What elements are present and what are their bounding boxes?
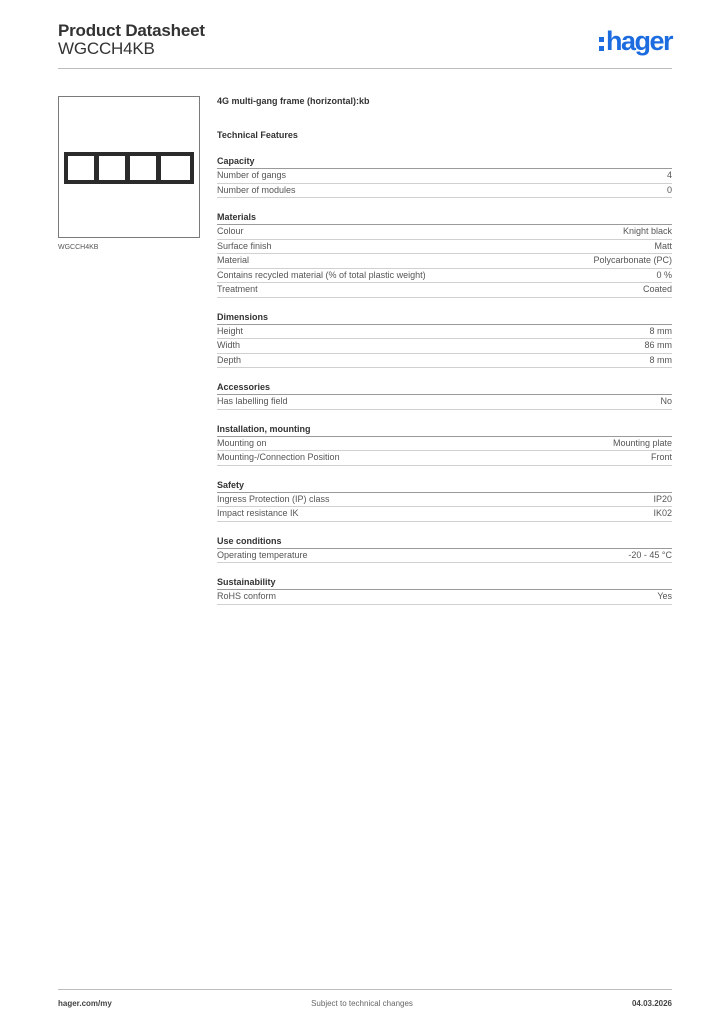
footer-date: 04.03.2026: [631, 999, 672, 1008]
4-gang-frame-icon: [59, 97, 199, 237]
spec-value: Matt: [654, 240, 672, 251]
spec-value: 0: [666, 184, 672, 195]
spec-section: [217, 211, 672, 298]
footer-website: hager.com/my: [58, 999, 112, 1008]
spec-row: [217, 283, 672, 298]
spec-section: [217, 535, 672, 564]
spec-value: No: [660, 396, 672, 406]
spec-label: Treatment: [217, 284, 258, 294]
spec-label: Height: [217, 325, 244, 336]
spec-sections: [217, 155, 672, 605]
header-divider: [58, 68, 672, 69]
spec-row: [217, 254, 672, 269]
spec-section: [217, 311, 672, 369]
spec-label: Ingress Protection (IP) class: [217, 493, 330, 504]
spec-value: 0 %: [656, 269, 672, 280]
spec-section: [217, 155, 672, 198]
product-name: 4G multi-gang frame (horizontal):kb: [217, 96, 370, 106]
spec-row: [217, 240, 672, 255]
section-title: Accessories: [217, 381, 672, 395]
spec-label: Number of modules: [217, 184, 296, 195]
section-title: Installation, mounting: [217, 423, 672, 437]
page-title: Product Datasheet: [58, 21, 205, 40]
spec-value: IP20: [653, 493, 672, 504]
spec-row: [217, 184, 672, 199]
product-code: WGCCH4KB: [58, 39, 155, 58]
section-title: Capacity: [217, 155, 672, 169]
spec-label: Mounting-/Connection Position: [217, 452, 340, 462]
spec-row: [217, 225, 672, 240]
section-title: Dimensions: [217, 311, 672, 325]
spec-row: [217, 325, 672, 340]
spec-row: [217, 269, 672, 284]
spec-section: [217, 576, 672, 605]
spec-row: [217, 549, 672, 564]
spec-section: [217, 423, 672, 466]
spec-value: 86 mm: [644, 340, 672, 350]
technical-features-title: Technical Features: [217, 130, 298, 140]
spec-label: Surface finish: [217, 240, 272, 251]
spec-label: Colour: [217, 226, 244, 236]
footer-notice: Subject to technical changes: [311, 999, 413, 1008]
spec-section: [217, 381, 672, 410]
image-caption: WGCCH4KB: [58, 244, 99, 251]
spec-row: [217, 451, 672, 466]
spec-value: IK02: [653, 508, 672, 518]
section-title: Safety: [217, 479, 672, 493]
product-image: [58, 96, 200, 238]
spec-row: [217, 169, 672, 184]
spec-label: Has labelling field: [217, 396, 288, 406]
spec-value: 8 mm: [649, 354, 672, 365]
spec-value: 4: [666, 170, 672, 180]
spec-label: Number of gangs: [217, 170, 287, 180]
hager-logo: [599, 28, 672, 55]
spec-value: Mounting plate: [612, 437, 672, 448]
spec-row: [217, 590, 672, 605]
spec-label: Material: [217, 255, 250, 265]
spec-row: [217, 507, 672, 522]
spec-value: Knight black: [622, 226, 672, 236]
spec-value: Front: [650, 452, 672, 462]
spec-label: Contains recycled material (% of total plastic weight): [217, 269, 426, 280]
spec-label: Width: [217, 340, 241, 350]
footer-divider: [58, 989, 672, 990]
spec-section: [217, 479, 672, 522]
spec-row: [217, 354, 672, 369]
logo-text: hager: [605, 26, 672, 56]
spec-label: Depth: [217, 354, 242, 365]
logo-dots-icon: [599, 37, 604, 51]
spec-row: [217, 493, 672, 508]
spec-label: Impact resistance IK: [217, 508, 299, 518]
spec-row: [217, 395, 672, 410]
datasheet-content: [217, 95, 672, 605]
spec-value: Coated: [642, 284, 672, 294]
spec-value: Yes: [657, 591, 672, 601]
spec-value: -20 - 45 °C: [628, 549, 672, 560]
spec-row: [217, 437, 672, 452]
spec-label: Mounting on: [217, 437, 267, 448]
section-title: Sustainability: [217, 576, 672, 590]
section-title: Use conditions: [217, 535, 672, 549]
spec-label: Operating temperature: [217, 549, 308, 560]
section-title: Materials: [217, 211, 672, 225]
spec-label: RoHS conform: [217, 591, 277, 601]
spec-value: 8 mm: [649, 325, 672, 336]
spec-value: Polycarbonate (PC): [593, 255, 672, 265]
spec-row: [217, 339, 672, 354]
